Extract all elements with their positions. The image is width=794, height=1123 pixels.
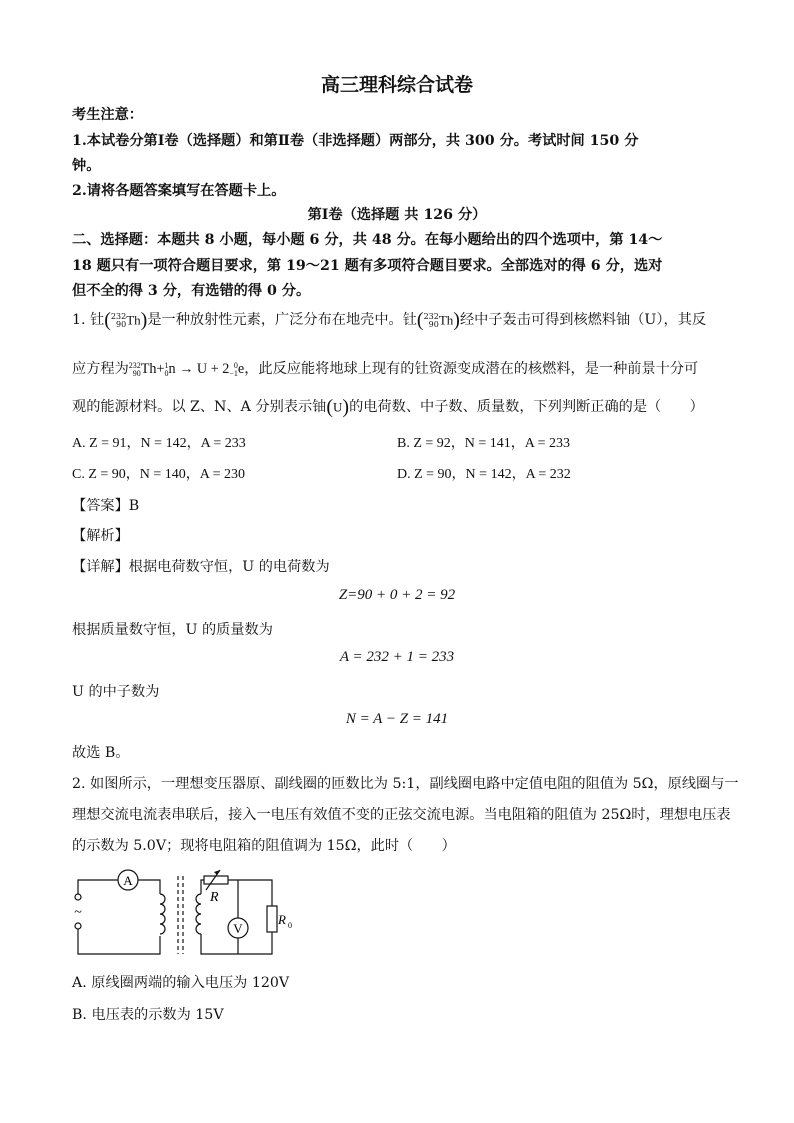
eq-n: n [168,361,176,377]
fixed-resistor-box [267,906,277,932]
q1-line-1 [72,309,706,331]
q1-eq-suffix: ，此反应能将地球上现有的钍资源变成潜在的核燃料，是一种前景十分可 [244,361,699,377]
ac-source-symbol: ~ [74,905,82,920]
instructions-line-1: 二、选择题：本题共 8 小题，每小题 6 分，共 48 分。在每小题给出的四个选项中，第 14～ [72,232,663,248]
fixed-resistor-label: R [278,912,286,927]
q1-l3-prefix: 观的能源材料。以 Z、N、A 分别表示铀 [72,399,327,415]
eq-e: e [237,361,245,377]
q2-line-2: 理想交流电流表串联后，接入一电压有效值不变的正弦交流电源。当电阻箱的阻值为 25Ω时，理想电压表 [72,807,731,823]
q1-mass-text: 根据质量数守恒，U 的质量数为 [72,622,273,638]
notice-item-1: 1.本试卷分第Ⅰ卷（选择题）和第Ⅱ卷（非选择题）两部分，共 300 分。考试时间 150 分 [72,133,639,149]
rheostat-arrowhead [214,870,220,875]
q1-equation-2: A = 232 + 1 = 233 [339,649,455,665]
fixed-resistor-sub: 0 [288,921,292,930]
q1-analysis-label: 【解析】 [72,528,129,544]
thorium-mass-2: 232 [423,311,439,321]
section-title: 第Ⅰ卷（选择题 共 126 分） [307,207,487,223]
eq-th-z: 90 [132,368,141,378]
q1-answer: 【答案】B [72,498,140,514]
primary-coil [160,894,165,934]
thorium-z-2: 90 [428,319,439,329]
eq-plus-1: + [156,361,165,377]
terminal-bottom [75,923,81,929]
thorium-nuclide: (232 90Th) [104,309,148,331]
eq-n-mass: 1 [164,360,169,370]
eq-u: U [196,361,208,377]
instructions-line-3: 但不全的得 3 分，有选错的得 0 分。 [72,283,311,299]
thorium-z: 90 [116,319,127,329]
q2-option-b: B. 电压表的示数为 15V [72,1007,224,1023]
reaction-equation [129,361,244,377]
resistor-box [204,876,228,884]
page-title: 高三理科综合试卷 [320,74,473,96]
q1-equation-3: N = A − Z = 141 [345,711,449,727]
q1-line-2 [72,358,698,378]
voltmeter-label: V [233,921,243,936]
q1-text-1: 是一种放射性元素，广泛分布在地壳中。钍 [147,312,417,328]
eq-e-z: −1 [229,368,238,378]
instructions-line-2: 18 题只有一项符合题目要求，第 19～21 题有多项符合题目要求。全部选对的得 6 分，选对 [72,258,663,274]
q1-option-a: A. Z = 91，N = 142，A = 233 [72,436,246,451]
q1-line-3 [72,396,704,418]
notice-item-1-cont: 钟。 [72,158,101,174]
q1-l3-suffix: 的电荷数、中子数、质量数，下列判断正确的是（ ） [349,399,704,415]
eq-th: Th [140,361,157,377]
eq-e-mass: 0 [233,360,238,370]
eq-n-z: 0 [164,368,169,378]
thorium-symbol: Th [126,312,141,328]
q2-line-1: 2. 如图所示，一理想变压器原、副线圈的匝数比为 5:1，副线圈电路中定值电阻的阻值为 5Ω，原线圈与一 [72,776,739,792]
q1-equation-1: Z=90 + 0 + 2 = 92 [338,587,456,603]
eq-th-mass: 232 [128,360,141,370]
q1-text-2: 经中子轰击可得到核燃料铀（U），其反 [459,312,707,328]
eq-arrow: → [179,361,194,377]
rheostat-label: R [210,890,219,905]
eq-plus-2: + 2 [210,361,230,377]
q1-detail: 【详解】根据电荷数守恒，U 的电荷数为 [72,559,330,575]
q1-prefix: 1. 钍 [72,312,105,328]
uranium-symbol: (U) [326,396,350,418]
q1-neutron-text: U 的中子数为 [72,684,160,700]
q2-option-a: A. 原线圈两端的输入电压为 120V [72,975,290,991]
thorium-nuclide-2: (232 90Th) [416,309,460,331]
q1-option-d: D. Z = 90，N = 142，A = 232 [397,467,571,482]
q2-line-3: 的示数为 5.0V；现将电阻箱的阻值调为 15Ω，此时（ ） [72,838,456,854]
uranium-letter: U [333,399,343,415]
q1-eq-prefix: 应方程为 [72,361,129,377]
thorium-mass: 232 [110,311,127,321]
q1-conclusion: 故选 B。 [72,745,130,761]
terminal-top [75,894,81,900]
transformer-circuit-diagram [70,866,290,961]
notice-heading: 考生注意： [72,107,143,123]
secondary-coil [196,894,201,934]
ammeter-label: A [123,873,133,888]
q1-option-b: B. Z = 92，N = 141，A = 233 [397,436,571,451]
notice-item-2: 2.请将各题答案填写在答题卡上。 [72,183,286,199]
thorium-symbol-2: Th [438,312,454,328]
q1-option-c: C. Z = 90，N = 140，A = 230 [72,467,246,482]
